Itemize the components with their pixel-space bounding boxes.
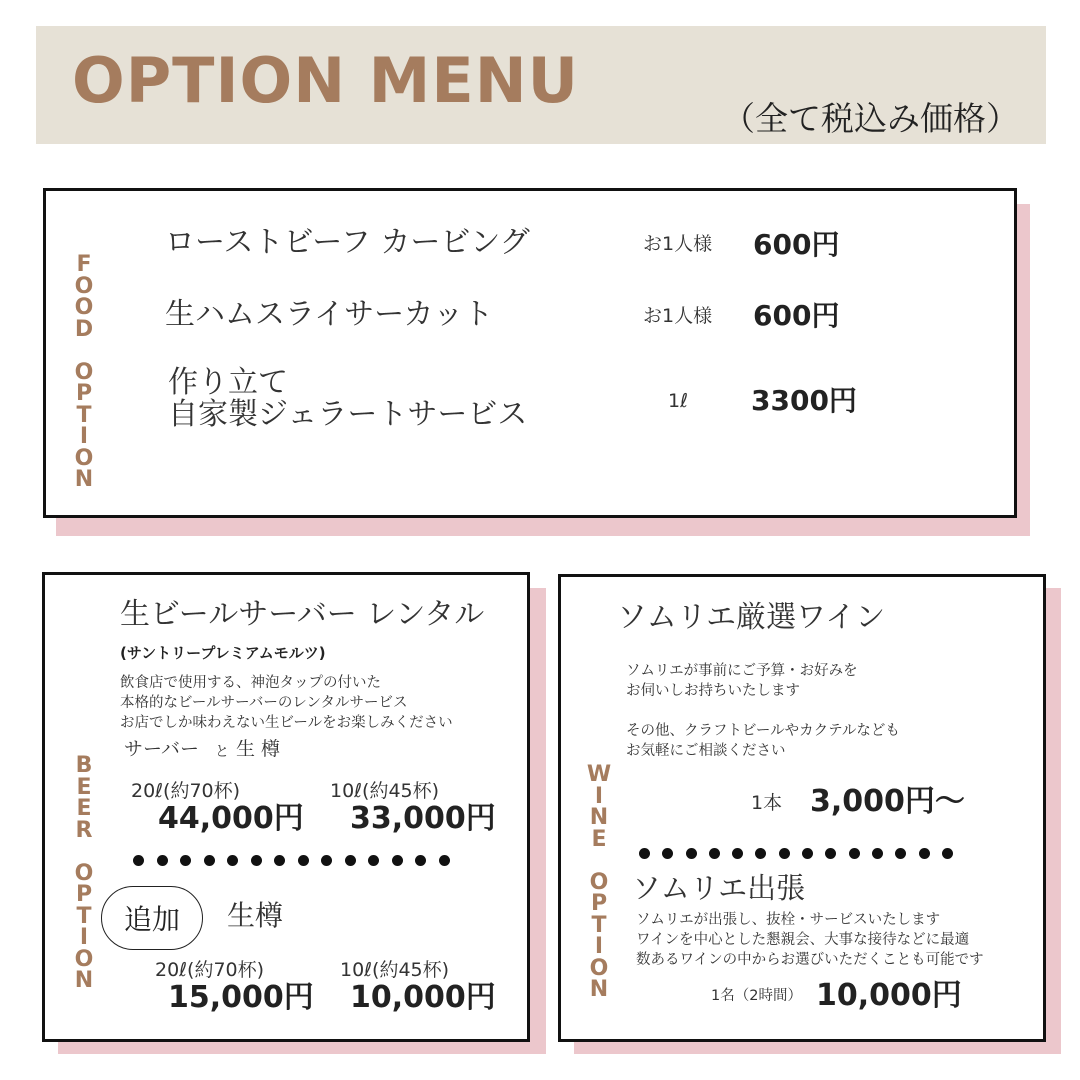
vlabel-letter: P (75, 381, 93, 406)
food-item-price: 600円 (753, 299, 840, 332)
vlabel-letter: W (586, 762, 612, 787)
wine-price: 3,000円〜 (810, 784, 965, 819)
vlabel-letter: F (76, 252, 92, 277)
beer-desc-line: 飲食店で使用する、神泡タップの付いた (120, 675, 381, 691)
vlabel-letter: I (594, 783, 604, 809)
food-item-unit: お1人様 (643, 305, 713, 327)
vlabel-letter: R (75, 817, 93, 843)
wine-desc-line: お伺いしお持ちいたします (626, 683, 800, 699)
dispatch-desc-line: 数あるワインの中からお選びいただくことも可能です (636, 952, 984, 968)
food-option-vertical-label (72, 254, 96, 491)
vlabel-letter: D (74, 316, 94, 342)
wine-option-vertical-label (587, 764, 611, 1001)
vlabel-letter: N (74, 467, 94, 492)
dispatch-desc-line: ワインを中心とした懇親会、大事な接待などに最適 (636, 932, 970, 948)
food-item-unit: お1人様 (643, 233, 713, 255)
vlabel-letter: O (589, 955, 609, 981)
beer-set-label-and: と (215, 744, 229, 760)
food-item-name: 生ハムスライサーカット (165, 297, 494, 332)
wine-desc-line: お気軽にご相談ください (626, 743, 786, 759)
vlabel-letter: O (74, 860, 94, 886)
food-item-name-line1: 作り立て (168, 365, 288, 400)
vlabel-letter: T (591, 912, 607, 938)
vlabel-letter: I (79, 424, 89, 449)
addon-label: 生樽 (227, 899, 284, 932)
wine-dot-divider (639, 848, 953, 859)
beer-addon-size: 20ℓ(約70杯) (155, 959, 265, 981)
vlabel-letter: O (589, 869, 609, 895)
vlabel-letter: T (76, 903, 92, 929)
dispatch-unit: 1名（2時間） (711, 988, 802, 1004)
vlabel-letter: O (74, 445, 94, 471)
vlabel-letter: E (76, 774, 92, 800)
vlabel-letter: P (75, 882, 93, 907)
beer-set-size: 20ℓ(約70杯) (131, 780, 241, 802)
vlabel-letter: N (74, 968, 94, 993)
vlabel-letter: T (76, 402, 92, 428)
beer-desc-line: 本格的なビールサーバーのレンタルサービス (120, 695, 408, 711)
vlabel-letter: E (76, 796, 92, 821)
beer-desc-line: お店でしか味わえない生ビールをお楽しみください (120, 715, 453, 731)
beer-set-size: 10ℓ(約45杯) (330, 780, 440, 802)
wine-desc-line: その他、クラフトビールやカクテルなども (626, 723, 900, 739)
tax-note: （全て税込み価格） (722, 99, 1019, 138)
vlabel-letter: B (75, 753, 93, 778)
food-item-name-line2: 自家製ジェラートサービス (168, 397, 528, 432)
vlabel-letter: N (589, 805, 609, 830)
food-item-price: 600円 (753, 228, 840, 261)
food-item-name: ローストビーフ カービング (165, 225, 530, 260)
beer-dot-divider (133, 855, 450, 866)
beer-section-title: 生ビールサーバー レンタル (120, 597, 485, 632)
vlabel-letter: O (74, 295, 94, 320)
vlabel-letter: O (74, 359, 94, 385)
wine-option-card (558, 574, 1046, 1042)
beer-set-price: 44,000円 (158, 801, 304, 836)
wine-desc-line: ソムリエが事前にご予算・お好みを (626, 663, 858, 679)
dispatch-price: 10,000円 (816, 978, 962, 1013)
vlabel-letter: P (590, 891, 608, 916)
vlabel-letter: E (591, 826, 607, 852)
beer-addon-size: 10ℓ(約45杯) (340, 959, 450, 981)
vlabel-letter: N (589, 977, 609, 1002)
beer-set-label-server: サーバー (124, 738, 200, 760)
wine-section-title: ソムリエ厳選ワイン (617, 600, 886, 635)
food-item-price: 3300円 (751, 384, 857, 417)
vlabel-letter: O (74, 273, 94, 299)
dispatch-desc-line: ソムリエが出張し、抜栓・サービスいたします (636, 912, 941, 928)
vlabel-letter: O (74, 946, 94, 972)
addon-pill: 追加 (101, 886, 203, 950)
sommelier-dispatch-title: ソムリエ出張 (632, 871, 806, 905)
beer-option-vertical-label (72, 755, 96, 992)
page-title: OPTION MENU (72, 44, 579, 117)
vlabel-letter: I (79, 925, 89, 950)
beer-addon-price: 10,000円 (350, 980, 496, 1015)
wine-unit: 1本 (751, 792, 783, 814)
vlabel-letter: I (594, 934, 604, 959)
beer-addon-price: 15,000円 (168, 980, 314, 1015)
beer-set-price: 33,000円 (350, 801, 496, 836)
beer-brand: (サントリープレミアムモルツ) (120, 644, 326, 662)
beer-set-label-keg: 生 樽 (236, 738, 281, 760)
food-item-unit: 1ℓ (668, 390, 688, 412)
